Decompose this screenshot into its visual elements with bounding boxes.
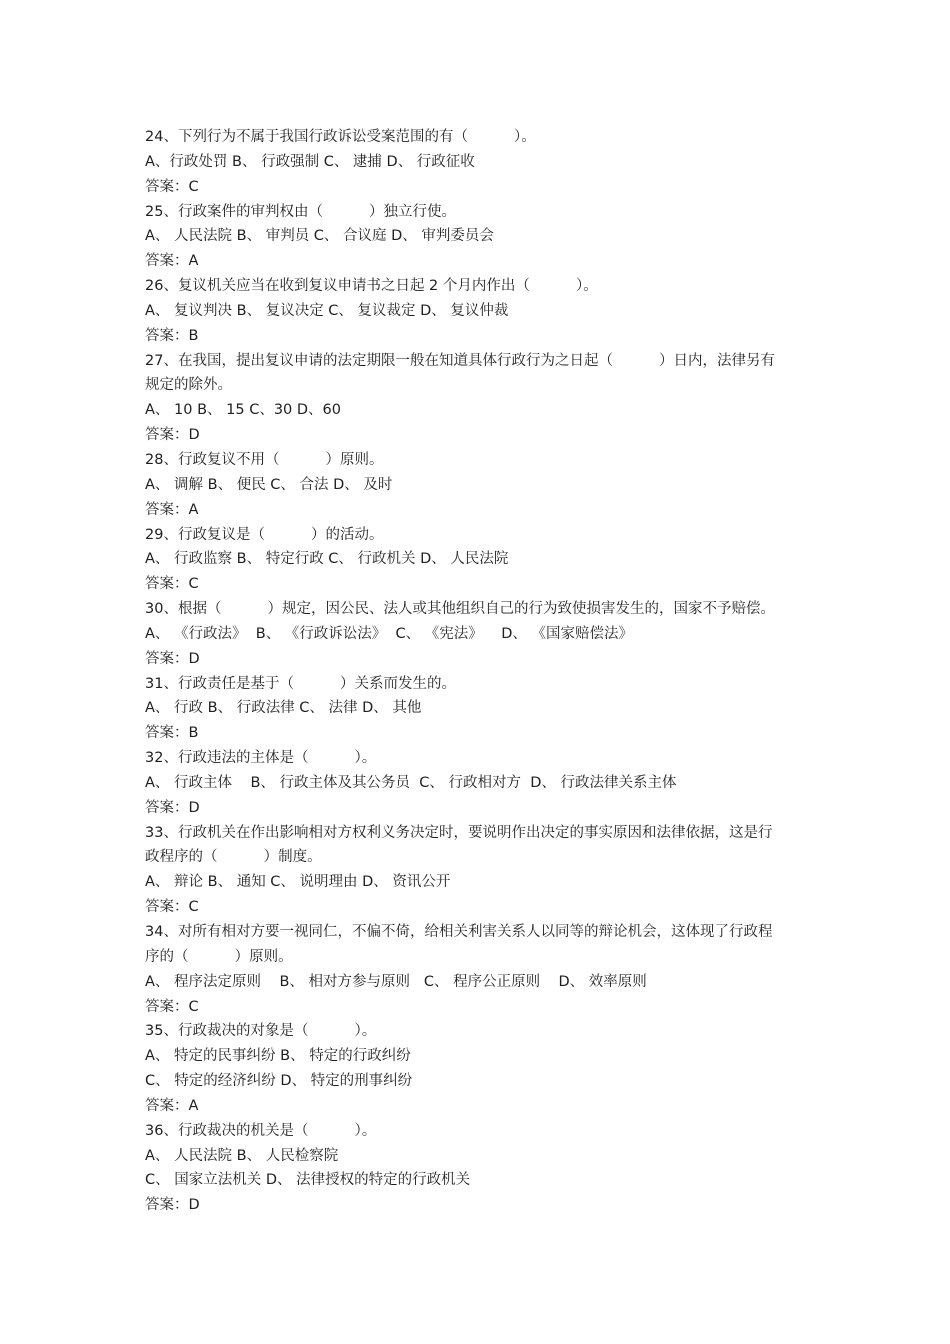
question-34: 34、对所有相对方要一视同仁，不偏不倚，给相关利害关系人以同等的辩论机会，这体现了行政程 <box>145 924 773 940</box>
options-26: A、 复议判决 B、 复议决定 C、 复议裁定 D、 复议仲裁 <box>145 302 509 319</box>
question-27-continued: 规定的除外。 <box>145 377 232 394</box>
options-25: A、 人民法院 B、 审判员 C、 合议庭 D、 审判委员会 <box>145 228 494 245</box>
answer-26: 答案：B <box>145 327 199 344</box>
question-32: 32、行政违法的主体是（ ）。 <box>145 750 377 767</box>
question-26: 26、复议机关应当在收到复议申请书之日起 2 个月内作出（ ）。 <box>145 278 598 295</box>
question-24: 24、下列行为不属于我国行政诉讼受案范围的有（ ）。 <box>145 129 536 145</box>
options-36-ab: A、 人民法院 B、 人民检察院 <box>145 1147 339 1164</box>
options-35-cd: C、 特定的经济纠纷 D、 特定的刑事纠纷 <box>145 1073 413 1090</box>
options-33: A、 辩论 B、 通知 C、 说明理由 D、 资讯公开 <box>145 874 451 891</box>
question-30: 30、根据（ ）规定，因公民、法人或其他组织自己的行为致使损害发生的，国家不予赔偿。 <box>145 601 776 618</box>
options-30: A、 《行政法》 B、 《行政诉讼法》 C、 《宪法》 D、 《国家赔偿法》 <box>145 625 633 642</box>
options-24: A、行政处罚 B、 行政强制 C、 逮捕 D、 行政征收 <box>145 153 475 170</box>
question-36: 36、行政裁决的机关是（ ）。 <box>145 1122 377 1139</box>
answer-24: 答案：C <box>145 178 199 195</box>
options-31: A、 行政 B、 行政法律 C、 法律 D、 其他 <box>145 700 422 717</box>
options-35-ab: A、 特定的民事纠纷 B、 特定的行政纠纷 <box>145 1048 411 1065</box>
question-33: 33、行政机关在作出影响相对方权利义务决定时，要说明作出决定的事实原因和法律依据，这是行 <box>145 824 773 841</box>
options-34: A、 程序法定原则 B、 相对方参与原则 C、 程序公正原则 D、 效率原则 <box>145 973 647 990</box>
question-34-continued: 序的（ ）原则。 <box>145 948 293 965</box>
options-36-cd: C、 国家立法机关 D、 法律授权的特定的行政机关 <box>145 1172 471 1189</box>
options-28: A、 调解 B、 便民 C、 合法 D、 及时 <box>145 476 393 493</box>
options-29: A、 行政监察 B、 特定行政 C、 行政机关 D、 人民法院 <box>145 551 509 568</box>
question-31: 31、行政责任是基于（ ）关系而发生的。 <box>145 675 457 692</box>
question-27: 27、在我国，提出复议申请的法定期限一般在知道具体行政行为之日起（ ）日内，法律另有 <box>145 352 776 369</box>
question-25: 25、行政案件的审判权由（ ）独立行使。 <box>145 203 457 220</box>
document-body <box>145 125 810 1218</box>
answer-31: 答案：B <box>145 725 199 742</box>
question-35: 35、行政裁决的对象是（ ）。 <box>145 1023 377 1040</box>
answer-33: 答案：C <box>145 899 199 916</box>
answer-25: 答案：A <box>145 253 199 270</box>
answer-29: 答案：C <box>145 576 199 593</box>
options-32: A、 行政主体 B、 行政主体及其公务员 C、 行政相对方 D、 行政法律关系主体 <box>145 774 677 791</box>
question-33-continued: 政程序的（ ）制度。 <box>145 849 322 866</box>
options-27: A、 10 B、 15 C、30 D、60 <box>145 402 342 419</box>
answer-27: 答案：D <box>145 427 200 444</box>
question-29: 29、行政复议是（ ）的活动。 <box>145 526 384 543</box>
answer-34: 答案：C <box>145 998 199 1015</box>
question-28: 28、行政复议不用（ ）原则。 <box>145 451 384 468</box>
answer-30: 答案：D <box>145 650 200 667</box>
answer-35: 答案：A <box>145 1097 199 1114</box>
answer-28: 答案：A <box>145 501 199 518</box>
answer-36: 答案：D <box>145 1197 200 1214</box>
answer-32: 答案：D <box>145 799 200 816</box>
